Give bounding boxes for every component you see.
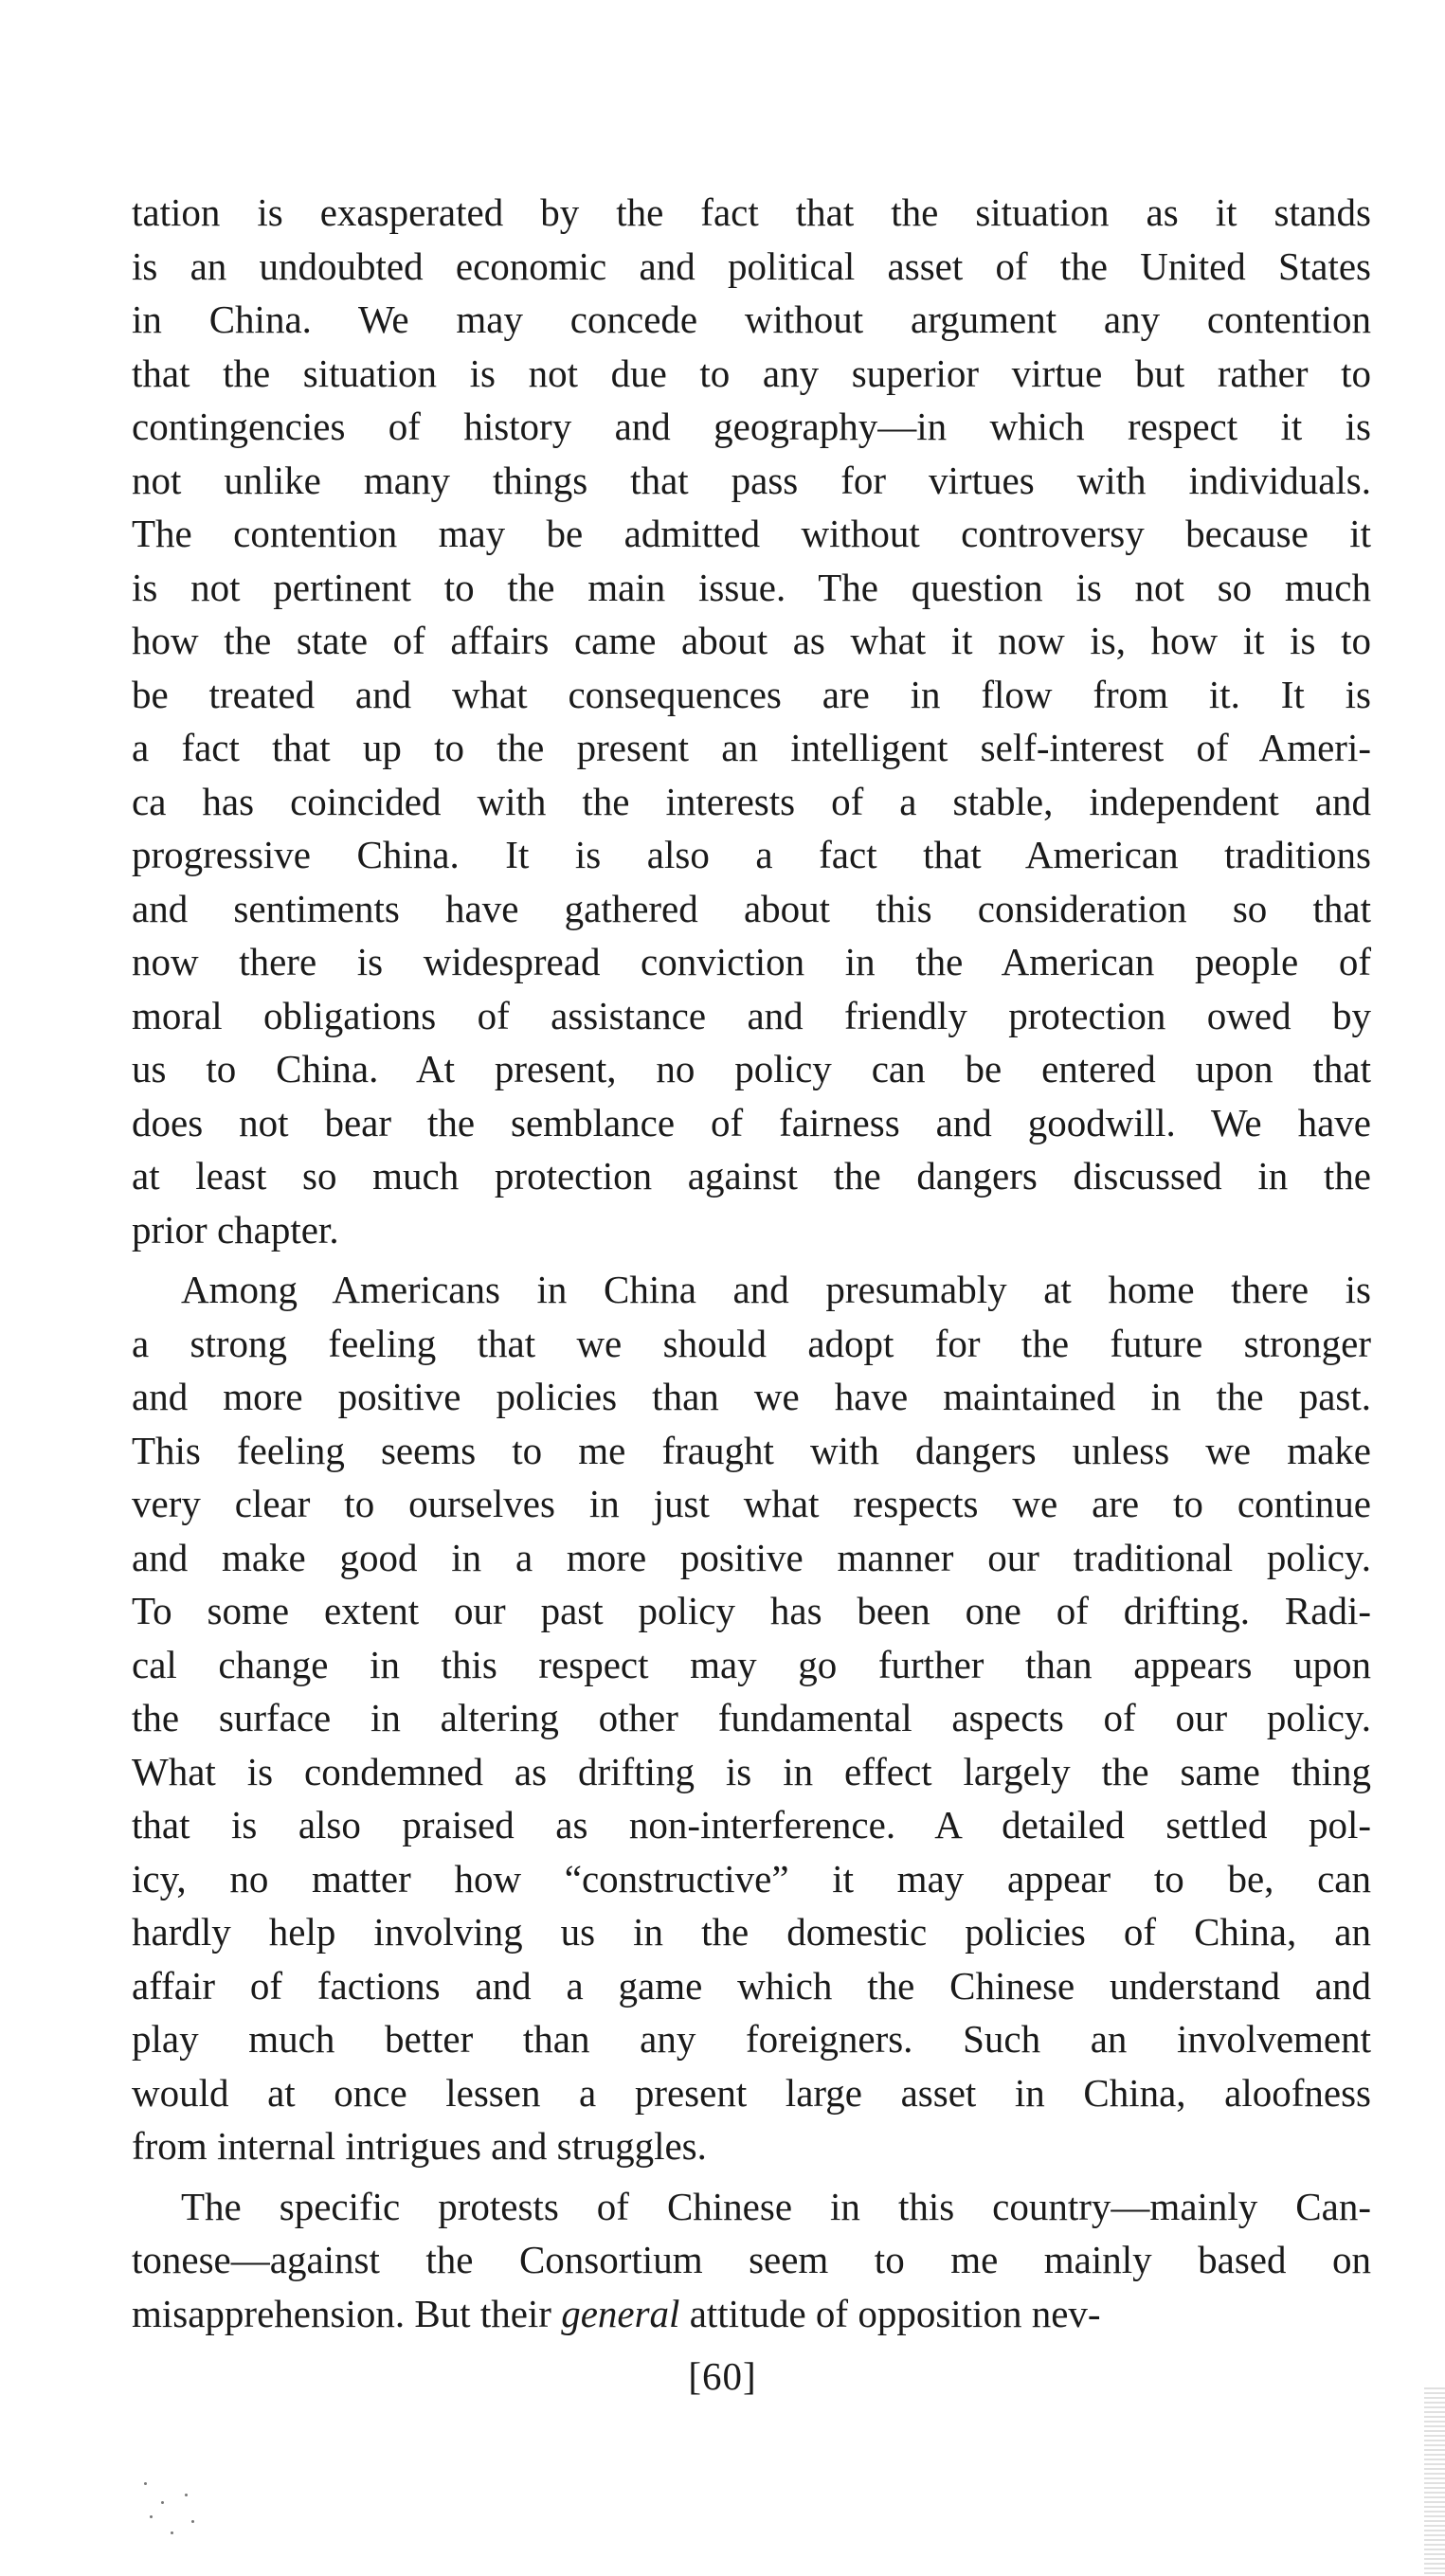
- text-line: prior chapter.: [132, 1207, 339, 1252]
- text-line: from internal intrigues and struggles.: [132, 2124, 707, 2168]
- page-number: [60]: [688, 2354, 757, 2398]
- text-line: not unlike many things that pass for virtues with individuals.: [132, 458, 1371, 502]
- text-line: What is condemned as drifting is in effect largely the same thing: [132, 1749, 1371, 1793]
- text-line: a fact that up to the present an intelligent self-interest of Ameri-: [132, 726, 1371, 769]
- text-line: how the state of affairs came about as what it now is, how it is to: [132, 619, 1371, 662]
- text-line: at least so much protection against the dangers discussed in the: [132, 1154, 1371, 1198]
- text-line: tonese—against the Consortium seem to me mainly based on: [132, 2238, 1371, 2281]
- scan-specks: [142, 2473, 208, 2549]
- text-line: moral obligations of assistance and friendly protection owed by: [132, 993, 1371, 1037]
- paragraph: [132, 1263, 1371, 2173]
- text-line: affair of factions and a game which the Chinese understand and: [132, 1963, 1371, 2008]
- text-line: tation is exasperated by the fact that the situation as it stands: [132, 190, 1371, 234]
- text-line: To some extent our past policy has been one of drifting. Radi-: [132, 1589, 1371, 1632]
- text-line: would at once lessen a present large asset in China, aloofness: [132, 2070, 1371, 2115]
- paragraph: [132, 186, 1371, 1256]
- text-line: now there is widespread conviction in the American people of: [132, 940, 1371, 983]
- text-line: is not pertinent to the main issue. The question is not so much: [132, 565, 1371, 609]
- text-line: in China. We may concede without argument any contention: [132, 297, 1371, 341]
- text-line: Among Americans in China and presumably at home there is: [181, 1268, 1371, 1311]
- text-line: that the situation is not due to any superior virtue but rather to: [132, 351, 1371, 395]
- text-line: very clear to ourselves in just what respects we are to continue: [132, 1482, 1371, 1525]
- text-line: hardly help involving us in the domestic policies of China, an: [132, 1910, 1371, 1954]
- text-line: play much better than any foreigners. Such an involvement: [132, 2017, 1371, 2061]
- body-text: [132, 186, 1371, 2340]
- text-line: ca has coincided with the interests of a stable, independent and: [132, 779, 1371, 823]
- text-line: misapprehension. But their general attitude of opposition nev-: [132, 2291, 1101, 2335]
- text-line: contingencies of history and geography—in which respect it is: [132, 405, 1371, 448]
- text-line: The contention may be admitted without controversy because it: [132, 512, 1371, 555]
- text-line: is an undoubted economic and political asset of the United States: [132, 243, 1371, 288]
- text-line: cal change in this respect may go further than appears upon: [132, 1642, 1371, 1686]
- paragraph: [132, 2180, 1371, 2341]
- text-line: and sentiments have gathered about this consideration so that: [132, 886, 1371, 930]
- scan-edge: [1424, 2387, 1445, 2576]
- text-line: us to China. At present, no policy can be entered upon that: [132, 1047, 1371, 1090]
- text-line: This feeling seems to me fraught with dangers unless we make: [132, 1428, 1371, 1472]
- text-line: progressive China. It is also a fact that American traditions: [132, 833, 1371, 876]
- text-line: a strong feeling that we should adopt for the future stronger: [132, 1321, 1371, 1365]
- text-line: be treated and what consequences are in flow from it. It is: [132, 672, 1371, 716]
- text-line: and more positive policies than we have maintained in the past.: [132, 1375, 1371, 1418]
- text-line: the surface in altering other fundamental aspects of our policy.: [132, 1696, 1371, 1739]
- text-line: icy, no matter how “constructive” it may appear to be, can: [132, 1856, 1371, 1900]
- text-line: that is also praised as non-interference. A detailed settled pol-: [132, 1803, 1371, 1846]
- text-line: does not bear the semblance of fairness and goodwill. We have: [132, 1100, 1371, 1144]
- text-line: and make good in a more positive manner our traditional policy.: [132, 1535, 1371, 1579]
- text-line: The specific protests of Chinese in this country—mainly Can-: [181, 2184, 1371, 2228]
